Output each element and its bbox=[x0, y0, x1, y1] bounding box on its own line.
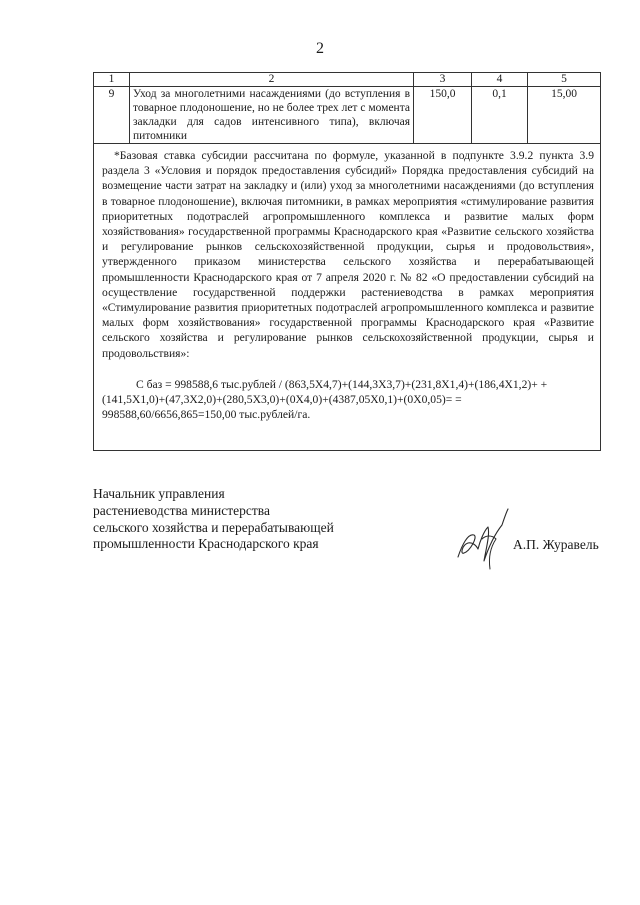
header-col-5: 5 bbox=[528, 73, 601, 87]
footnote-text: *Базовая ставка субсидии рассчитана по формуле, указанной в подпункте 3.9.2 пункта 3.9 раздела 3 «Условия и порядок предоставления субсидий» Порядка предоставления субсидий на возмещение части затрат на закладку и (или) уход за многолетними насаждениями (до вступления в товарное плодоношение), включая питомники, в рамках мероприятия «стимулирование развития приоритетных подотраслей агропромышленного комплекса и развитие малых форм хозяйствования» государственной программы Краснодарского края «Развитие сельского хозяйства и регулирование рынков сельскохозяйственной продукции, сырья и продовольствия», утвержденного приказом министерства сельского хозяйства и перерабатывающей промышленности Краснодарского края от 7 апреля 2020 г. № 82 «О предоставлении субсидий на осуществление государственной поддержки растениеводства в рамках мероприятия «Стимулирование развития приоритетных подотраслей агропромышленного комплекса и развитие малых форм хозяйствования» государственной программы Краснодарского края «Развитие сельского хозяйства и регулирование рынков сельскохозяйственной продукции, сырья и продовольствия»: bbox=[102, 149, 594, 360]
subsidy-table bbox=[93, 72, 601, 451]
page-number: 2 bbox=[316, 40, 324, 57]
signatory-title bbox=[93, 486, 334, 553]
table-header-row bbox=[94, 73, 601, 87]
table-note-row bbox=[94, 144, 601, 451]
row-description: Уход за многолетними насаждениями (до вступления в товарное плодоношение, но не более трех лет с момента закладки для садов интенсивного типа), включая питомники bbox=[130, 87, 414, 144]
signatory-title-line-2: растениеводства министерства bbox=[93, 502, 270, 518]
header-col-4: 4 bbox=[472, 73, 528, 87]
header-col-2: 2 bbox=[130, 73, 414, 87]
signatory-title-line-3: сельского хозяйства и перерабатывающей bbox=[93, 519, 334, 535]
signatory-title-line-1: Начальник управления bbox=[93, 486, 225, 501]
header-col-1: 1 bbox=[94, 73, 130, 87]
table-row bbox=[94, 87, 601, 144]
handwritten-signature bbox=[452, 505, 514, 573]
row-value-col4: 0,1 bbox=[472, 87, 528, 144]
header-col-3: 3 bbox=[414, 73, 472, 87]
signatory-title-line-4: промышленности Краснодарского края bbox=[93, 536, 319, 552]
calculation-formula: С баз = 998588,6 тыс.рублей / (863,5Х4,7)+(144,3Х3,7)+(231,8Х1,4)+(186,4Х1,2)+ +(141,5Х1,0)+(47,3Х2,0)+(280,5Х3,0)+(0Х4,0)+(4387,05Х0,1)+(0Х0,05)= = 998588,60/6656,865=150,00 тыс.рублей/га. bbox=[102, 377, 548, 421]
table-note-cell bbox=[94, 144, 601, 451]
row-value-col5: 15,00 bbox=[528, 87, 601, 144]
row-value-col3: 150,0 bbox=[414, 87, 472, 144]
row-number: 9 bbox=[94, 87, 130, 144]
signer-name: А.П. Журавель bbox=[513, 537, 599, 552]
